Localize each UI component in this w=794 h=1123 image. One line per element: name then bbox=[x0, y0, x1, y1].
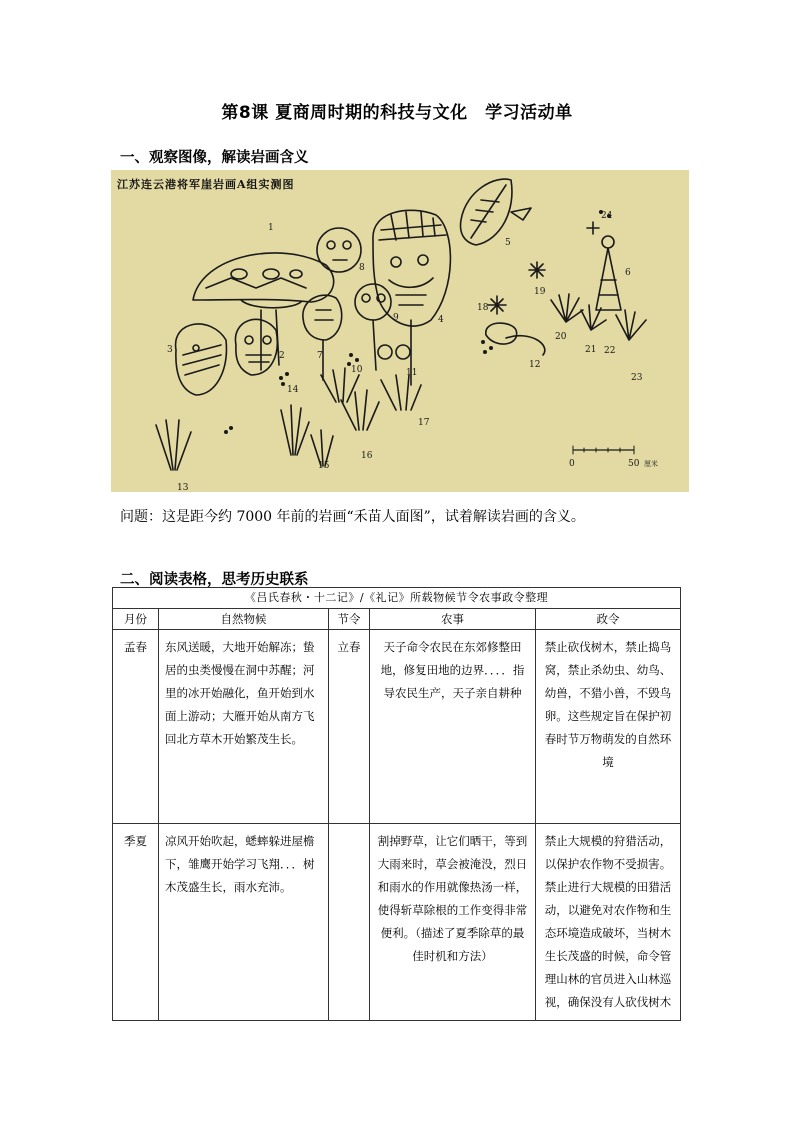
decree-cell: 禁止大规模的狩猎活动，以保护农作物不受损害。禁止进行大规模的田猎活动，以避免对农作物和生态环境造成破坏，当树木生长茂盛的时候，命令管理山林的官员进入山林巡视，确保没有人砍伐树木 bbox=[544, 834, 672, 1009]
rock-painting-figure bbox=[111, 170, 689, 492]
section-2-heading: 二、阅读表格，思考历史联系 bbox=[120, 572, 309, 588]
farming-cell: 割掉野草，让它们晒干，等到大雨来时，草会被淹没，烈日和雨水的作用就像热汤一样，使得斩草除根的工作变得非常便利。（描述了夏季除草的最佳时机和方法） bbox=[377, 834, 528, 963]
figure-labels bbox=[111, 170, 689, 492]
figure-label: 15 bbox=[318, 461, 330, 471]
figure-label: 13 bbox=[177, 483, 189, 492]
figure-label: 2 bbox=[279, 351, 285, 361]
decree-cell: 禁止砍伐树木，禁止捣鸟窝，禁止杀幼虫、幼鸟、幼兽，不猎小兽，不毁鸟卵。这些规定旨在保护初春时节万物萌发的自然环境 bbox=[544, 640, 672, 769]
figure-caption: 江苏连云港将军崖岩画A组实测图 bbox=[117, 178, 295, 191]
solar-term-cell: 立春 bbox=[337, 640, 361, 654]
table-row bbox=[113, 630, 681, 824]
figure-label: 22 bbox=[604, 346, 616, 356]
phenology-cell: 东风送暖，大地开始解冻；蛰居的虫类慢慢在洞中苏醒；河里的冰开始融化，鱼开始到水面上游动；大雁开始从南方飞回北方草木开始繁茂生长。 bbox=[165, 640, 315, 746]
phenology-table bbox=[112, 587, 681, 1021]
figure-label: 16 bbox=[361, 451, 373, 461]
document-title: 第8课 夏商周时期的科技与文化 学习活动单 bbox=[221, 103, 573, 123]
figure-label: 10 bbox=[351, 365, 363, 375]
scale-zero-label: 0 bbox=[569, 459, 575, 469]
figure-label: 24 bbox=[601, 211, 613, 221]
month-cell: 季夏 bbox=[124, 834, 147, 848]
figure-label: 9 bbox=[393, 313, 399, 323]
figure-label: 14 bbox=[287, 385, 299, 395]
figure-label: 3 bbox=[167, 345, 173, 355]
column-header-phenology: 自然物候 bbox=[159, 609, 329, 630]
figure-label: 23 bbox=[631, 373, 643, 383]
figure-label: 1 bbox=[268, 223, 274, 233]
figure-label: 18 bbox=[477, 303, 489, 313]
figure-label: 7 bbox=[317, 351, 323, 361]
month-cell: 孟春 bbox=[124, 640, 147, 654]
question-text: 问题：这是距今约 7000 年前的岩画“禾苗人面图”，试着解读岩画的含义。 bbox=[120, 509, 585, 525]
solar-term-cell bbox=[329, 824, 369, 836]
column-header-decree: 政令 bbox=[536, 609, 681, 630]
table-caption: 《吕氏春秋・十二记》/《礼记》所载物候节令农事政令整理 bbox=[113, 588, 681, 609]
column-header-month: 月份 bbox=[113, 609, 159, 630]
figure-label: 17 bbox=[418, 418, 430, 428]
phenology-cell: 凉风开始吹起，蟋蟀躲进屋檐下，雏鹰开始学习飞翔．．．树木茂盛生长，雨水充沛。 bbox=[165, 834, 315, 894]
figure-label: 4 bbox=[438, 315, 444, 325]
figure-label: 6 bbox=[625, 268, 631, 278]
figure-label: 5 bbox=[505, 238, 511, 248]
figure-label: 11 bbox=[406, 368, 418, 378]
scale-max-label: 50 bbox=[628, 459, 640, 469]
figure-label: 21 bbox=[585, 345, 597, 355]
figure-label: 20 bbox=[555, 332, 567, 342]
column-header-farming: 农事 bbox=[370, 609, 536, 630]
figure-label: 8 bbox=[359, 263, 365, 273]
section-1-heading: 一、观察图像，解读岩画含义 bbox=[120, 150, 309, 166]
farming-cell: 天子命令农民在东郊修整田地，修复田地的边界．．．．指导农民生产，天子亲自耕种 bbox=[380, 640, 525, 700]
column-header-solar-term: 节令 bbox=[329, 609, 370, 630]
figure-label: 12 bbox=[529, 360, 541, 370]
table-row bbox=[113, 824, 681, 1021]
scale-unit-label: 厘米 bbox=[644, 460, 658, 468]
figure-label: 19 bbox=[534, 287, 546, 297]
